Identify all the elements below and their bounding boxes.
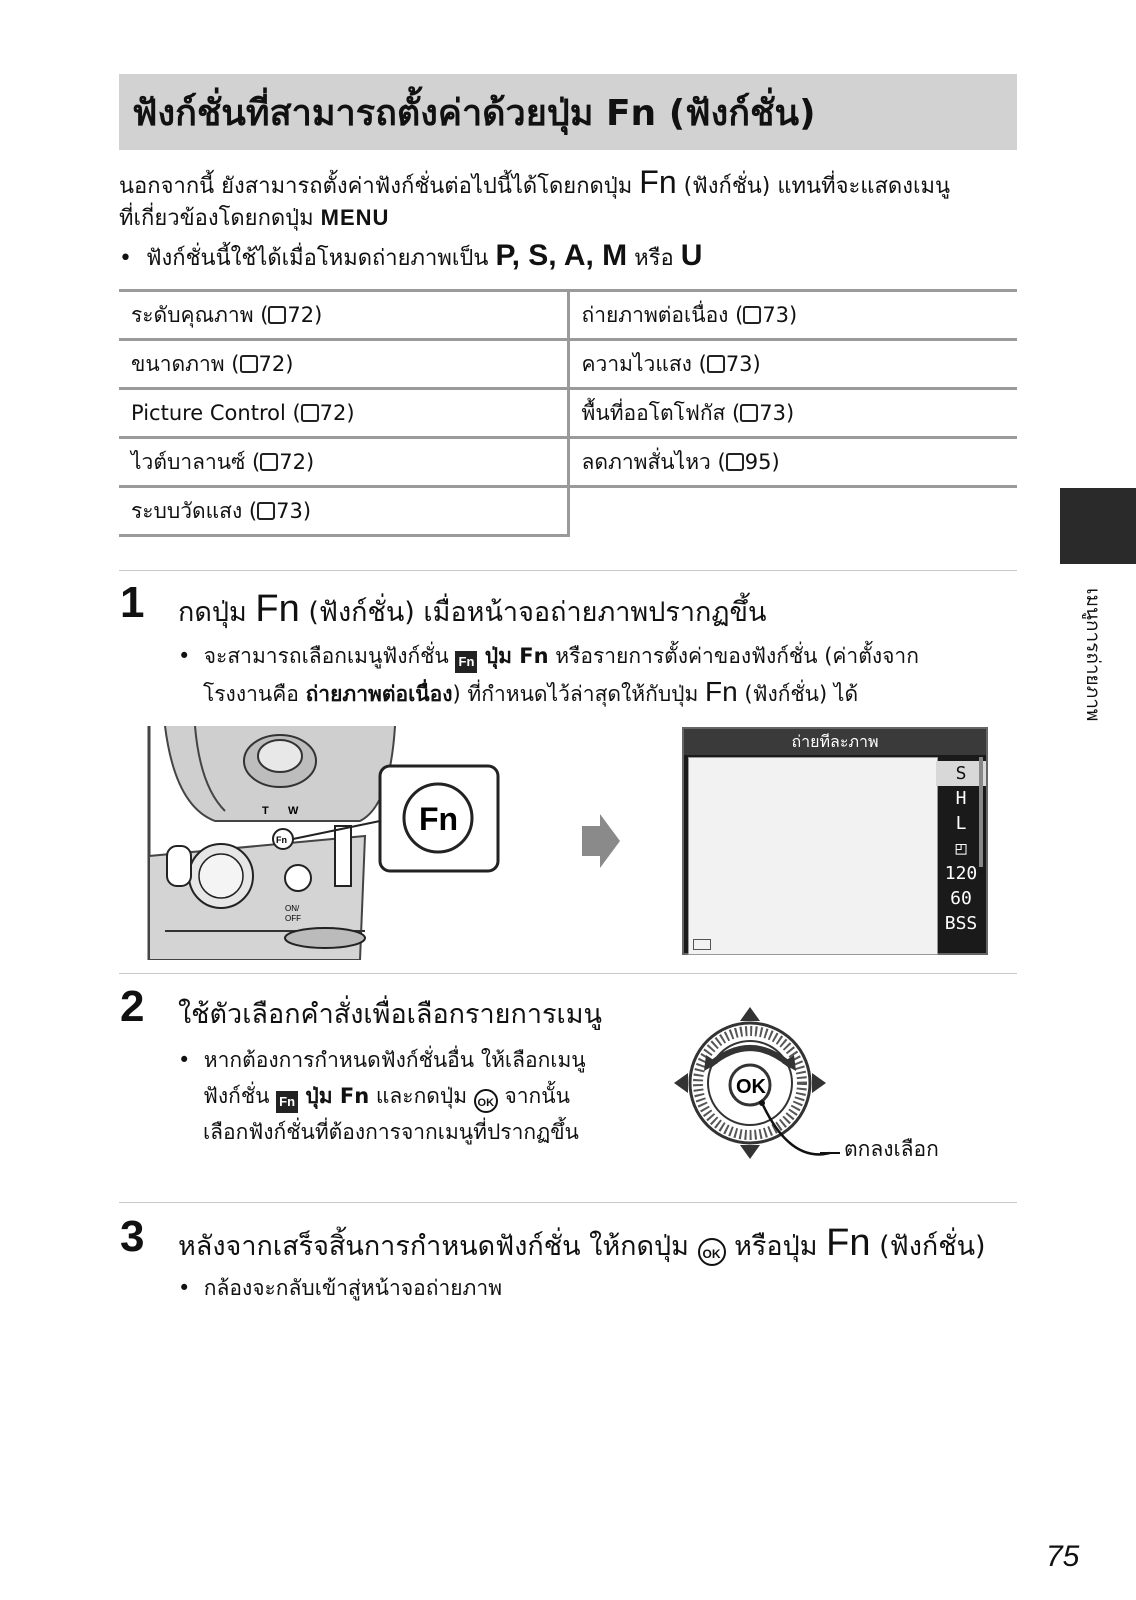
page-reference-icon [743, 306, 761, 324]
screen-viewfinder [688, 757, 938, 955]
table-cell-right [568, 487, 1017, 536]
cell-page: 73) [725, 351, 761, 376]
cell-page: 95) [744, 449, 780, 474]
cell-text: ถ่ายภาพต่อเนื่อง ( [581, 302, 744, 327]
cell-text: ไวต์บาลานซ์ ( [131, 449, 261, 474]
zoom-w-label: W [288, 805, 299, 817]
sub-text: หากต้องการกำหนดฟังก์ชั่นอื่น ให้เลือกเมนู [203, 1048, 586, 1072]
camera-top-illustration [145, 726, 515, 960]
step-2-text: ใช้ตัวเลือกคำสั่งเพื่อเลือกรายการเมนู [178, 999, 602, 1030]
cell-text: Picture Control ( [131, 401, 301, 425]
step-2-sub-line-2 [203, 1080, 570, 1113]
intro-bullet [119, 240, 702, 275]
divider [119, 973, 1017, 974]
bullet-text: ฟังก์ชั่นนี้ใช้ได้เมื่อโหมดถ่ายภาพเป็น [145, 246, 496, 271]
cell-text: พื้นที่ออโตโฟกัส ( [581, 400, 741, 425]
sub-text: กล้องจะกลับเข้าสู่หน้าจอถ่ายภาพ [203, 1276, 503, 1300]
step-1-text [178, 588, 766, 633]
table-cell-right [568, 291, 1017, 340]
sub-bold: ปุ่ม Fn [298, 1084, 370, 1108]
cell-page: 73) [759, 400, 795, 425]
page-reference-icon [257, 502, 275, 520]
step-text: หรือปุ่ม [725, 1231, 827, 1262]
fn-menu-icon: Fn [455, 651, 477, 673]
cell-page: 72) [279, 449, 315, 474]
intro-line-2 [119, 202, 389, 235]
bullet-text: หรือ [627, 246, 681, 271]
ok-icon: OK [698, 1238, 726, 1266]
cell-text: ขนาดภาพ ( [131, 351, 240, 376]
table-row [119, 389, 1017, 438]
table-cell-left [119, 438, 568, 487]
table-cell-left [119, 487, 568, 536]
fn-glyph: Fn [639, 164, 677, 200]
intro-line-1 [119, 166, 950, 203]
step-number: 1 [120, 578, 145, 627]
section-side-label: เมนูการถ่ายภาพ [1082, 588, 1104, 722]
page-reference-icon [301, 404, 319, 422]
camera-screen [682, 727, 988, 955]
on-off-label: OFF [285, 914, 301, 923]
battery-icon [693, 939, 711, 950]
sub-text: หรือรายการตั้งค่าของฟังก์ชั่น (ค่าตั้งจาก [548, 644, 919, 668]
step-text: (ฟังก์ชั่น) เมื่อหน้าจอถ่ายภาพปรากฏขึ้น [299, 597, 767, 628]
cell-page: 72) [287, 302, 323, 327]
cell-text: ระดับคุณภาพ ( [131, 302, 269, 327]
callout-label: ตกลงเลือก [844, 1137, 939, 1161]
screen-title: ถ่ายทีละภาพ [684, 729, 986, 755]
sub-text: ฟังก์ชั่น [203, 1084, 277, 1108]
on-off-label: ON/ [285, 904, 300, 913]
step-1-sub-line-1 [178, 640, 919, 673]
step-text: กดปุ่ม [178, 597, 256, 628]
page-title: ฟังก์ชั่นที่สามารถตั้งค่าด้วยปุ่ม Fn (ฟังก์ชั่น) [132, 93, 816, 134]
page-reference-icon [726, 453, 744, 471]
divider [119, 570, 1017, 571]
dial-ok-label: OK [736, 1076, 766, 1098]
table-cell-right [568, 340, 1017, 389]
sub-text: จะสามารถเลือกเมนูฟังก์ชั่น [203, 644, 456, 668]
zoom-t-label: T [262, 805, 269, 817]
cell-page: 73) [762, 302, 798, 327]
mode-glyphs: P, S, A, M [495, 239, 628, 272]
page-reference-icon [740, 404, 758, 422]
menu-glyph: MENU [320, 205, 390, 230]
screen-mode-icon: H [955, 788, 967, 809]
bullet-icon: • [178, 1048, 204, 1072]
step-3-text [178, 1222, 986, 1267]
fn-callout-label: Fn [419, 801, 459, 837]
function-table [119, 289, 1017, 537]
step-number: 3 [120, 1212, 145, 1261]
page-reference-icon [268, 306, 286, 324]
arrow-right-icon [580, 812, 622, 870]
table-cell-left [119, 389, 568, 438]
step-2-sub-line-1 [178, 1044, 586, 1076]
screen-mode-icon: 120 [944, 863, 978, 884]
table-cell-left [119, 340, 568, 389]
cell-page: 72) [319, 401, 355, 425]
table-row [119, 487, 1017, 536]
fn-menu-icon: Fn [276, 1091, 298, 1113]
table-cell-left [119, 291, 568, 340]
bullet-icon: • [178, 644, 204, 668]
sub-text: และกดปุ่ม [369, 1084, 474, 1108]
intro-text: ที่เกี่ยวข้องโดยกดปุ่ม [119, 206, 321, 231]
bullet-icon: • [119, 246, 146, 271]
table-row [119, 340, 1017, 389]
sub-text: โรงงานคือ [203, 682, 306, 706]
table-row [119, 291, 1017, 340]
bullet-icon: • [178, 1276, 204, 1300]
step-3-sub [178, 1272, 502, 1304]
mode-u-glyph: U [680, 239, 703, 272]
intro-text: นอกจากนี้ ยังสามารถตั้งค่าฟังก์ชั่นต่อไปนี้ได้โดยกดปุ่ม [119, 174, 640, 199]
table-row [119, 438, 1017, 487]
fn-glyph: Fn [705, 676, 738, 707]
page-reference-icon [707, 355, 725, 373]
fn-glyph: Fn [255, 588, 300, 630]
small-fn-label: Fn [276, 835, 287, 845]
scrollbar [979, 757, 983, 867]
screen-mode-icon: L [955, 813, 967, 834]
sub-text: ) ที่กำหนดไว้ล่าสุดให้กับปุ่ม [452, 682, 706, 706]
table-cell-right [568, 438, 1017, 487]
screen-mode-icon: ◰ [955, 838, 967, 859]
table-cell-right [568, 389, 1017, 438]
fn-glyph: Fn [826, 1222, 871, 1264]
step-1-sub-line-2 [203, 676, 858, 710]
cell-text: ลดภาพสั่นไหว ( [581, 449, 726, 474]
cell-page: 72) [258, 351, 294, 376]
multi-selector-dial-icon [670, 1003, 830, 1163]
sub-text: (ฟังก์ชั่น) ได้ [737, 682, 859, 706]
callout-line [820, 1152, 840, 1154]
step-number: 2 [120, 982, 145, 1031]
page-reference-icon [240, 355, 258, 373]
divider [119, 1202, 1017, 1203]
screen-mode-icon: 60 [950, 888, 972, 909]
page-reference-icon [260, 453, 278, 471]
step-text: หลังจากเสร็จสิ้นการกำหนดฟังก์ชั่น ให้กดปุ่ม [178, 1231, 698, 1262]
step-2-sub-line-3: เลือกฟังก์ชั่นที่ต้องการจากเมนูที่ปรากฏขึ้น [203, 1120, 579, 1144]
sub-bold: ปุ่ม Fn [477, 644, 549, 668]
step-text: (ฟังก์ชั่น) [870, 1231, 986, 1262]
cell-text: ความไวแสง ( [581, 351, 707, 376]
ok-icon: OK [474, 1089, 498, 1113]
sub-text: จากนั้น [497, 1084, 570, 1108]
cell-page: 73) [276, 498, 312, 523]
screen-mode-icon: S [936, 761, 986, 786]
sub-bold: ถ่ายภาพต่อเนื่อง [305, 682, 453, 706]
section-tab [1060, 488, 1136, 564]
screen-mode-icon: BSS [944, 913, 978, 934]
page-number: 75 [1046, 1540, 1080, 1573]
cell-text: ระบบวัดแสง ( [131, 498, 258, 523]
intro-text: (ฟังก์ชั่น) แทนที่จะแสดงเมนู [676, 174, 950, 199]
